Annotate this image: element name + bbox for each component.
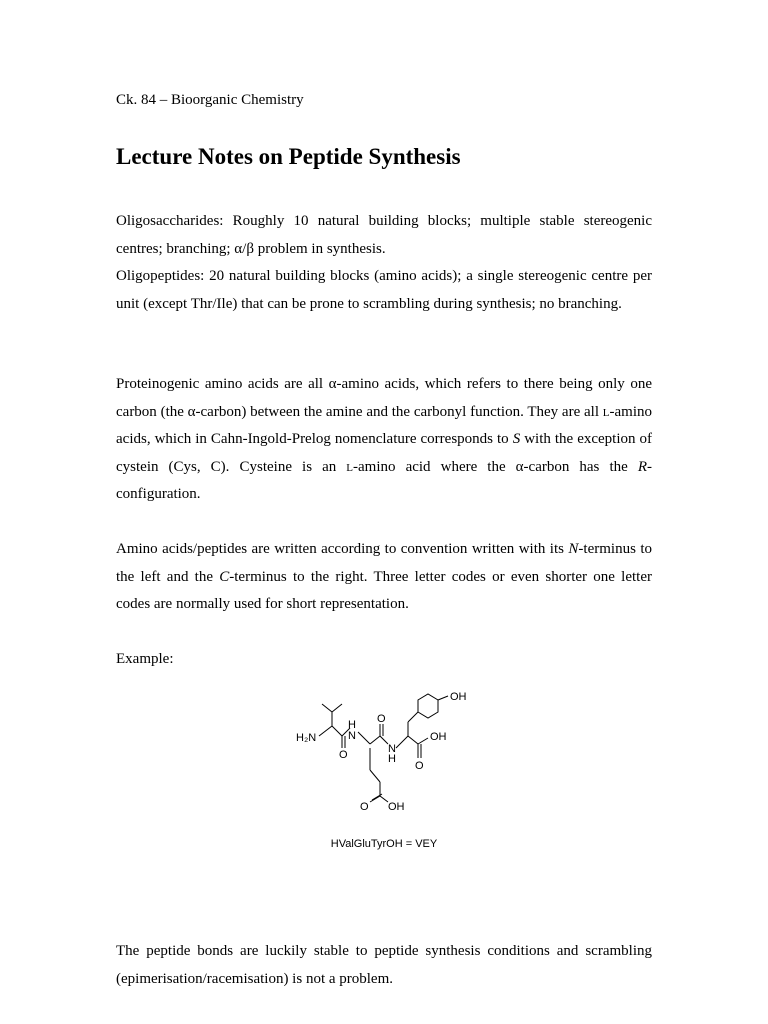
page-title: Lecture Notes on Peptide Synthesis	[116, 144, 461, 169]
atom-o-acid: O	[415, 760, 424, 772]
s-configuration: S	[512, 431, 521, 447]
paragraph-oligopeptides: Oligopeptides: 20 natural building blocks (amino acids); a single stereogenic centre per unit (except Thr/Ile) that can be prone to scrambling during synthesis; no branching.	[116, 268, 652, 312]
convention-text-2: -terminus to the left and the	[116, 541, 652, 585]
atom-n-amide1: N	[348, 730, 356, 742]
atom-o-side: O	[360, 801, 369, 813]
r-configuration: R	[637, 458, 647, 475]
paragraph-closing: The peptide bonds are luckily stable to peptide synthesis conditions and scrambling (epimerisation/racemisation) is not a problem.	[116, 943, 652, 987]
paragraph-amino-acids	[116, 371, 652, 509]
amino-text-2: -amino acids, which in Cahn-Ingold-Prelog nomenclature corresponds to	[116, 403, 652, 447]
l-prefix-2: l	[346, 458, 354, 475]
atom-n-amide2: N	[388, 743, 396, 755]
atom-o-amide1: O	[339, 749, 348, 761]
tripeptide-structure-diagram	[286, 692, 486, 822]
atom-h-amide1: H	[348, 719, 356, 731]
amino-text-1: Proteinogenic amino acids are all α-amino acids, which refers to there being only one carbon (the α-carbon) between the amine and the carbonyl function. They are all	[116, 376, 652, 420]
atom-o-amide2: O	[377, 713, 386, 725]
amino-text-3: with the exception of cystein (Cys, C). Cysteine is an	[116, 431, 653, 475]
atom-oh-phenol: OH	[450, 692, 467, 703]
example-label: Example:	[116, 651, 174, 667]
atom-oh-side: OH	[388, 801, 405, 813]
atom-oh-acid: OH	[430, 731, 447, 743]
l-prefix-1: l	[602, 403, 610, 420]
c-terminus: C	[219, 568, 230, 585]
convention-text-3: -terminus to the right. Three letter codes or even shorter one letter codes are normally used for short representation.	[116, 568, 652, 612]
course-header: Ck. 84 – Bioorganic Chemistry	[116, 92, 304, 108]
paragraph-convention	[116, 536, 652, 619]
paragraph-oligosaccharides: Oligosaccharides: Roughly 10 natural building blocks; multiple stable stereogenic centres; branching; α/β problem in synthesis.	[116, 213, 652, 257]
amino-text-5: -configuration.	[116, 458, 652, 502]
convention-text-1: Amino acids/peptides are written according to convention written with its	[116, 541, 569, 557]
n-terminus: N	[568, 541, 579, 557]
atom-h-amide2: H	[388, 753, 396, 765]
figure-caption: HValGluTyrOH = VEY	[330, 838, 438, 850]
atom-h2n: H₂N	[296, 732, 317, 744]
amino-text-4: -amino acid where the α-carbon has the	[353, 458, 638, 475]
structure-bonds	[319, 694, 448, 802]
